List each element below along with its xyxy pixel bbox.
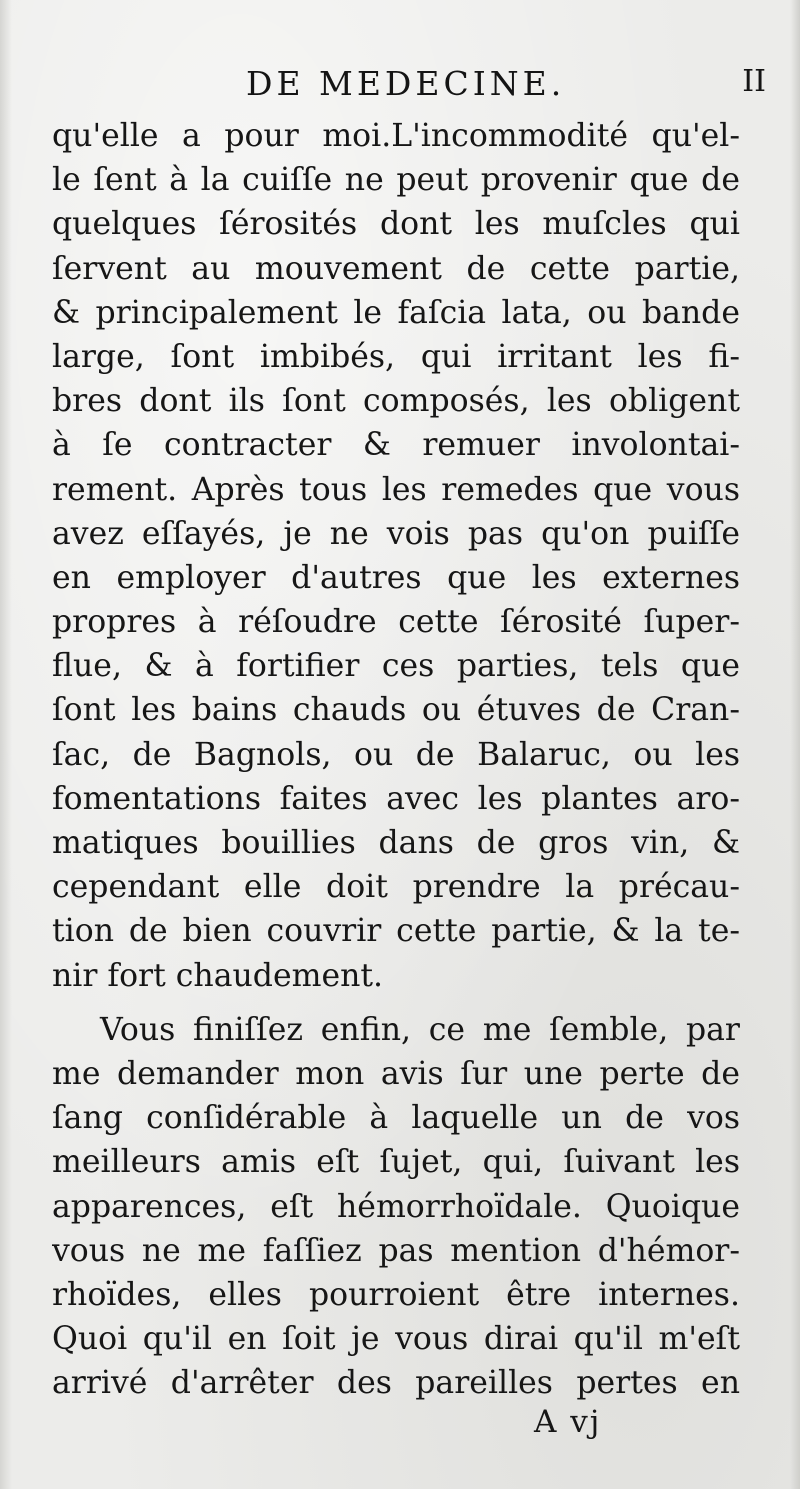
text-line: vous ne me faſſiez pas mention d'hémor-	[52, 1232, 740, 1269]
text-line: en employer d'autres que les externes	[52, 559, 740, 596]
paragraph	[52, 114, 740, 998]
signature-mark: A vj	[534, 1404, 602, 1440]
page-shadow-right	[790, 0, 800, 1489]
text-line: quelques ſérosités dont les muſcles qui	[52, 206, 740, 243]
text-line: & principalement le faſcia lata, ou bande	[52, 294, 740, 331]
paragraph	[52, 1008, 740, 1406]
text-line: Quoi qu'il en ſoit je vous dirai qu'il m'eſt	[52, 1321, 740, 1358]
text-line: flue, & à fortifier ces parties, tels que	[52, 648, 740, 685]
text-line: propres à réſoudre cette ſérosité ſuper-	[52, 604, 740, 641]
page-number: II	[742, 64, 766, 99]
text-line: qu'elle a pour moi.L'incommodité qu'el-	[52, 118, 740, 154]
text-line: le ſent à la cuiſſe ne peut provenir que de	[52, 162, 740, 199]
text-line: ſang conſidérable à laquelle un de vos	[52, 1100, 740, 1137]
text-line: large, ſont imbibés, qui irritant les fi-	[52, 338, 740, 375]
text-line: ſervent au mouvement de cette partie,	[52, 250, 740, 287]
text-line: ſac, de Bagnols, ou de Balaruc, ou les	[52, 736, 740, 773]
text-line: fomentations faites avec les plantes aro-	[52, 780, 740, 817]
text-line: à ſe contracter & remuer involontai-	[52, 427, 740, 464]
text-line: me demander mon avis ſur une perte de	[52, 1055, 740, 1092]
text-line: tion de bien couvrir cette partie, & la te-	[52, 913, 740, 950]
text-line: meilleurs amis eſt ſujet, qui, ſuivant les	[52, 1144, 740, 1181]
paragraph-gap	[52, 998, 740, 1008]
text-line: cependant elle doit prendre la précau-	[52, 869, 740, 906]
page-header	[56, 64, 766, 110]
text-line: rement. Après tous les remedes que vous	[52, 471, 740, 508]
text-line: bres dont ils ſont composés, les obligent	[52, 383, 740, 420]
text-line: Vous finiſſez enfin, ce me ſemble, par	[100, 1011, 740, 1048]
text-line: ſont les bains chauds ou étuves de Cran-	[52, 692, 740, 729]
text-line: apparences, eſt hémorrhoïdale. Quoique	[52, 1188, 740, 1225]
text-line: arrivé d'arrêter des pareilles pertes en	[52, 1365, 740, 1402]
running-title: DE MEDECINE.	[246, 64, 566, 103]
text-line: avez eſſayés, je ne vois pas qu'on puiſſe	[52, 515, 740, 552]
text-line: rhoïdes, elles pourroient être internes.	[52, 1276, 740, 1313]
body-text	[52, 114, 740, 1405]
text-line: nir fort chaudement.	[52, 957, 384, 994]
text-line: matiques bouillies dans de gros vin, &	[52, 825, 740, 861]
page-shadow-left	[0, 0, 12, 1489]
